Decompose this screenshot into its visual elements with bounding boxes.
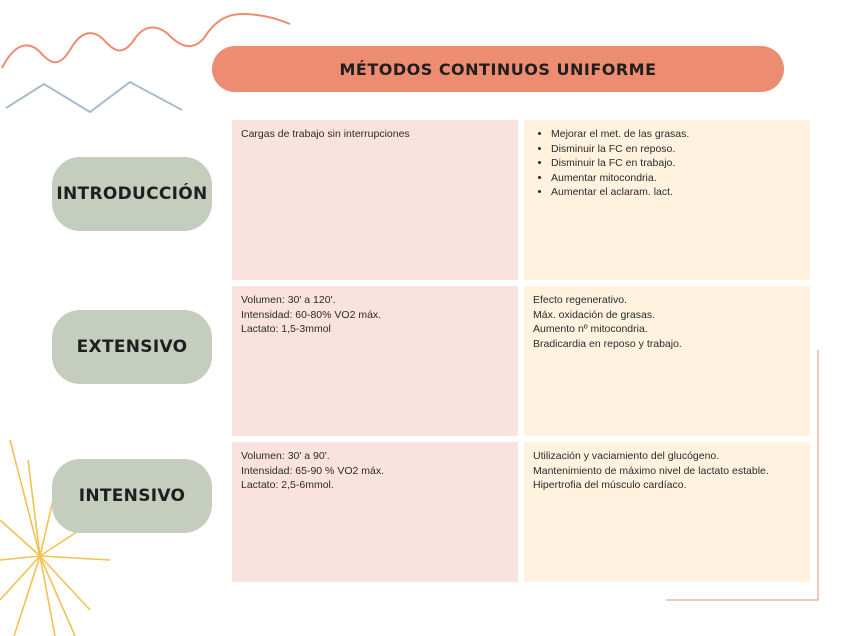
title-banner [212, 46, 784, 92]
blue-zigzag-decoration [6, 82, 182, 112]
cell-text: Mantenimiento de máximo nivel de lactato estable. [533, 464, 769, 477]
list-item: • Disminuir la FC en trabajo. [551, 156, 801, 171]
cell-text: Volumen: 30' a 120'. [241, 294, 336, 306]
cell-text: Aumento nº mitocondria. [533, 323, 648, 335]
row-label-text: INTENSIVO [78, 486, 186, 506]
list-item: • Aumentar mitocondria. [551, 171, 801, 186]
cell-text: Volumen: 30' a 90'. [241, 450, 330, 462]
cell-text: Bradicardia en reposo y trabajo. [533, 337, 682, 350]
cell-extensivo-parameters [232, 286, 518, 436]
row-label-text: EXTENSIVO [76, 337, 188, 357]
row-label-text: INTRODUCCIÓN [56, 184, 208, 204]
cell-text: Intensidad: 65-90 % VO2 máx. [241, 464, 384, 477]
objectives-list [533, 127, 801, 200]
cell-text: Máx. oxidación de grasas. [533, 308, 655, 321]
cell-intensivo-effects [524, 442, 810, 582]
cell-text: Lactato: 1,5-3mmol [241, 323, 331, 335]
cell-text: Utilización y vaciamiento del glucógeno. [533, 450, 720, 462]
row-label-extensivo [52, 310, 212, 384]
cell-text: Intensidad: 60-80% VO2 máx. [241, 308, 382, 321]
cell-extensivo-effects [524, 286, 810, 436]
cell-text: Hipertrofia del músculo cardíaco. [533, 479, 687, 491]
cell-intensivo-parameters [232, 442, 518, 582]
cell-introduccion-objectives [524, 120, 810, 280]
list-item: • Disminuir la FC en reposo. [551, 142, 801, 157]
row-label-introduccion [52, 157, 212, 231]
row-label-intensivo [52, 459, 212, 533]
page-title: MÉTODOS CONTINUOS UNIFORME [339, 59, 657, 79]
cell-text: Cargas de trabajo sin interrupciones [241, 128, 410, 140]
list-item: • Mejorar el met. de las grasas. [551, 127, 801, 142]
cell-text: Lactato: 2,5-6mmol. [241, 479, 334, 491]
cell-introduccion-description [232, 120, 518, 280]
cell-text: Efecto regenerativo. [533, 294, 627, 306]
list-item: • Aumentar el aclaram. lact. [551, 185, 801, 200]
